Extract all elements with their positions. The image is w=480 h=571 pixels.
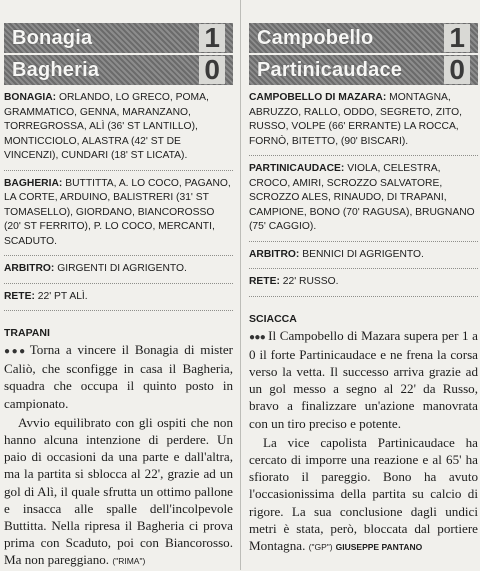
- lineup-away-text: BUTTITTA, A. LO COCO, PAGANO, LA CORTE, ARDUINO, BALISTRERI (31' ST TOMASELLO), GIORDANO, BIANCOROSSO (20' ST FERRITO), P. LO COCO, MERCANTI, SCADUTO.: [4, 177, 231, 247]
- article-paragraph-text: Il Campobello di Mazara supera per 1 a 0 il forte Partinicaudace e ne frena la corsa verso la vetta. Il successo arriva grazie ad un gol messo a segno al 22' da Russo, bravo a finalizzare un'azione manovrata con un tiro preciso e potente.: [249, 327, 478, 431]
- article-body: [249, 327, 478, 557]
- away-team-goals: 0: [444, 56, 470, 84]
- away-team-goals: 0: [199, 56, 225, 84]
- lineup-home-text: MONTAGNA, ABRUZZO, RALLO, ODDO, SEGRETO, ZITO, RUSSO, VOLPE (66' ERRANTE) LA ROCCA, FORNÒ, BITETTO, (90' BISCARI).: [249, 92, 463, 147]
- home-team-goals: 1: [444, 24, 470, 52]
- article-paragraph-text: La vice capolista Partinicaudace ha cercato di imporre una reazione e al 65' ha sfiorato il pareggio. Bono ha avuto l'occasionissima della partita su calcio di rigore. La sua conclusione dagli undici metri è stata, però, bloccata dal portiere Montagna.: [249, 434, 478, 553]
- referee-label: ARBITRO:: [249, 248, 300, 260]
- dateline-city: SCIACCA: [249, 312, 297, 325]
- goals-label: RETE:: [249, 276, 280, 287]
- goals-info: [4, 284, 233, 312]
- lineup-away-label: BAGHERIA:: [4, 177, 63, 189]
- scoreboard-home-row: [4, 23, 233, 53]
- referee-label: ARBITRO:: [4, 263, 55, 274]
- lineup-away: [4, 171, 233, 257]
- lineup-home-text: ORLANDO, LO GRECO, POMA, GRAMMATICO, GENNA, MARANZANO, TORREGROSSA, ALÌ (36' ST LANTILLO), MONTICCIOLO, ALASTRA (42' ST DE VINCENZI), CUNDARI (18' ST LICATA).: [4, 92, 209, 161]
- article-paragraph: [249, 327, 478, 432]
- lineup-home: [4, 85, 233, 171]
- goals-info: [249, 269, 478, 297]
- article-paragraph-text: Avvio equilibrato con gli ospiti che non hanno alcuna intenzione di perdere. Un paio di occasioni da una parte e dall'altra, ma la partita si sblocca al 22', grazie ad un gol di Alì, il quale sfrutta un ottimo pallone e insacca alle spalle dell'incolpevole Buttitta. Nella ripresa il Bagheria ci prova prima con Scaduto, poi con Biancorosso. Ma non pareggiano.: [4, 414, 233, 568]
- goals-label: RETE:: [4, 290, 35, 302]
- article-paragraph: [249, 434, 478, 556]
- away-team-name: Partinicaudace: [257, 58, 403, 81]
- author-byline: GIUSEPPE PANTANO: [335, 541, 423, 552]
- article-paragraph: [4, 414, 233, 571]
- referee-text: GIRGENTI DI AGRIGENTO.: [57, 263, 187, 274]
- bullet-dots-icon: ●●●: [249, 331, 266, 343]
- goals-text: 22' PT ALÌ.: [37, 290, 88, 302]
- goals-text: 22' RUSSO.: [282, 276, 339, 287]
- referee-info: [4, 256, 233, 284]
- lineup-home-label: BONAGIA:: [4, 92, 57, 103]
- dateline-city: TRAPANI: [4, 327, 50, 339]
- home-team-name: Campobello: [257, 26, 374, 49]
- home-team-goals: 1: [199, 24, 225, 52]
- lineup-home: [249, 85, 478, 156]
- referee-info: [249, 242, 478, 270]
- scoreboard-home-row: [249, 23, 478, 53]
- match-report-campobello-partinicaudace: [249, 0, 478, 556]
- home-team-name: Bonagia: [12, 26, 93, 49]
- lineup-away: [249, 156, 478, 242]
- author-signature: ("GP"): [308, 541, 333, 552]
- bullet-dots-icon: ●●●: [4, 346, 27, 357]
- lineup-away-label: PARTINICAUDACE:: [249, 163, 345, 174]
- lineup-away-text: VIOLA, CELESTRA, CROCO, AMIRI, SCROZZO SALVATORE, SCROZZO ALES, RINAUDO, DI TRAPANI, CAMPIONE, BONO (70' RAGUSA), BRUGNANO (75' CAGGIO).: [249, 163, 475, 232]
- referee-text: BENNICI DI AGRIGENTO.: [302, 248, 424, 260]
- article-paragraph: [4, 341, 233, 412]
- scoreboard-away-row: [4, 55, 233, 85]
- author-signature: ("RIMA"): [112, 556, 146, 567]
- article-paragraph-text: Torna a vincere il Bonagia di mister Caliò, che sconfigge in casa il Bagheria, squadra che occupa il quinto posto in campionato.: [4, 342, 234, 411]
- column-divider: [240, 0, 241, 570]
- lineup-home-label: CAMPOBELLO DI MAZARA:: [249, 92, 387, 103]
- scoreboard-away-row: [249, 55, 478, 85]
- match-report-bonagia-bagheria: [4, 0, 233, 571]
- article-body: [4, 341, 233, 571]
- away-team-name: Bagheria: [12, 58, 100, 81]
